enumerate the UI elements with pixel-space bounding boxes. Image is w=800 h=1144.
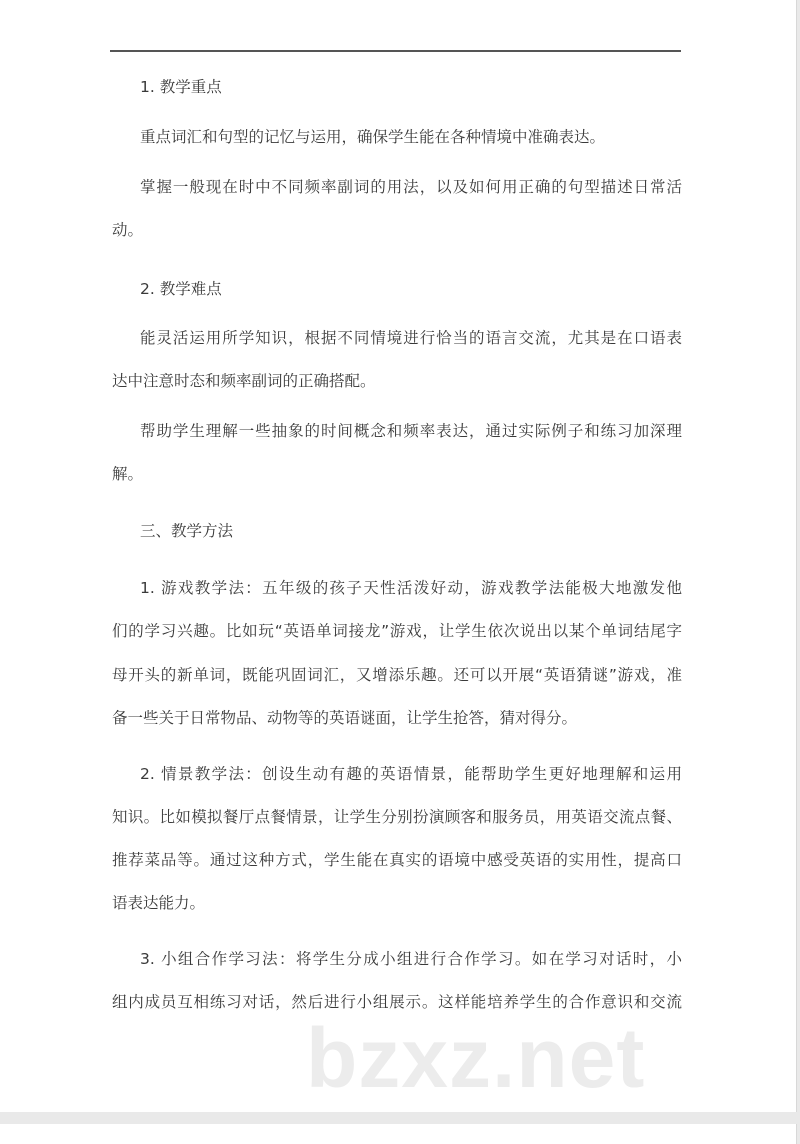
paragraph-line: 掌握一般现在时中不同频率副词的用法，以及如何用正确的句型描述日常活 [140, 178, 682, 196]
next-page [0, 1124, 797, 1144]
paragraph-line: 们的学习兴趣。比如玩“英语单词接龙”游戏，让学生依次说出以某个单词结尾字 [112, 622, 682, 640]
paragraph-line: 3. 小组合作学习法：将学生分成小组进行合作学习。如在学习对话时，小 [140, 950, 682, 968]
paragraph-line: 动。 [112, 221, 144, 239]
heading-teaching-focus: 1. 教学重点 [140, 78, 222, 96]
paragraph-line: 知识。比如模拟餐厅点餐情景，让学生分别扮演顾客和服务员，用英语交流点餐、 [112, 808, 682, 826]
paragraph-line: 推荐菜品等。通过这种方式，学生能在真实的语境中感受英语的实用性，提高口 [112, 851, 682, 869]
paragraph-line: 语表达能力。 [112, 894, 206, 912]
paragraph-line: 帮助学生理解一些抽象的时间概念和频率表达，通过实际例子和练习加深理 [140, 422, 682, 440]
paragraph-line: 母开头的新单词，既能巩固词汇，又增添乐趣。还可以开展“英语猜谜”游戏，准 [112, 666, 682, 684]
heading-teaching-difficulty: 2. 教学难点 [140, 280, 222, 298]
paragraph-line: 能灵活运用所学知识，根据不同情境进行恰当的语言交流，尤其是在口语表 [140, 329, 682, 347]
watermark: bzxz.net [306, 1011, 646, 1105]
paragraph-line: 组内成员互相练习对话，然后进行小组展示。这样能培养学生的合作意识和交流 [112, 993, 682, 1011]
heading-teaching-methods: 三、教学方法 [140, 522, 234, 540]
paragraph-line: 重点词汇和句型的记忆与运用，确保学生能在各种情境中准确表达。 [140, 128, 606, 146]
paragraph-line: 达中注意时态和频率副词的正确搭配。 [112, 372, 376, 390]
paragraph-line: 1. 游戏教学法：五年级的孩子天性活泼好动，游戏教学法能极大地激发他 [140, 579, 682, 597]
header-rule [110, 50, 681, 52]
paragraph-line: 备一些关于日常物品、动物等的英语谜面，让学生抢答，猜对得分。 [112, 709, 578, 727]
paragraph-line: 解。 [112, 465, 144, 483]
paragraph-line: 2. 情景教学法：创设生动有趣的英语情景，能帮助学生更好地理解和运用 [140, 765, 682, 783]
